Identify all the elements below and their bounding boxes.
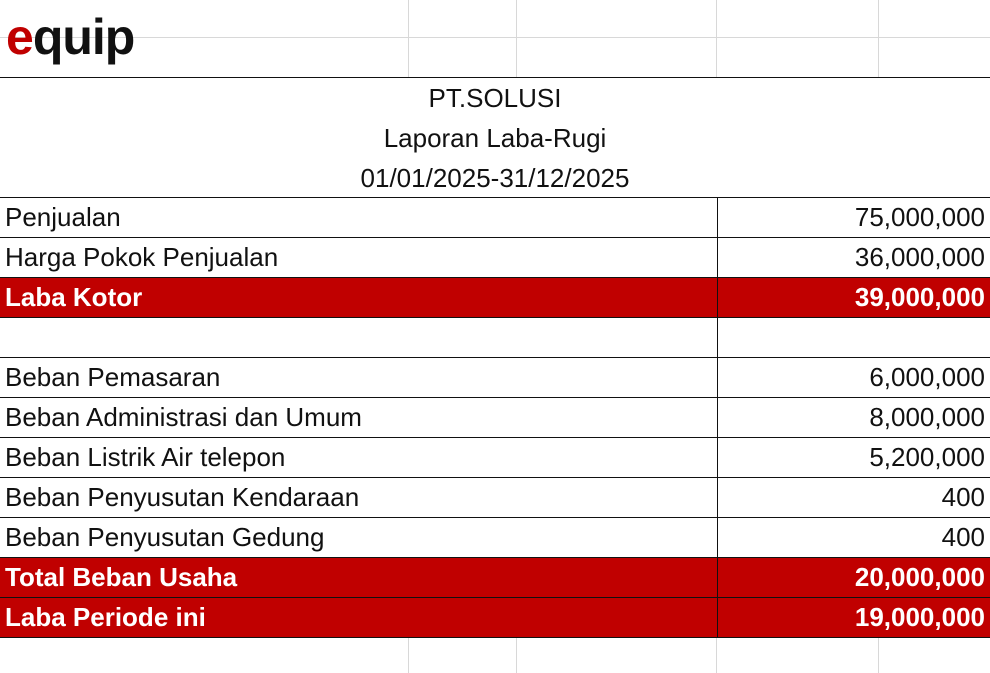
row-value: 19,000,000 (718, 598, 990, 638)
row-value: 400 (718, 478, 990, 518)
empty-row (0, 318, 990, 358)
row-label: Beban Penyusutan Gedung (0, 518, 718, 558)
grid-line (516, 637, 517, 673)
row-value: 20,000,000 (718, 558, 990, 598)
logo-text: quip (32, 9, 135, 65)
report-period: 01/01/2025-31/12/2025 (0, 158, 990, 198)
row-value: 400 (718, 518, 990, 558)
row-label: Penjualan (0, 198, 718, 238)
grid-line (408, 0, 409, 78)
row-label (0, 318, 718, 358)
net-profit-row (0, 598, 990, 638)
income-statement-table (0, 197, 990, 638)
row-label: Beban Administrasi dan Umum (0, 398, 718, 438)
row-value: 75,000,000 (718, 198, 990, 238)
row-label: Laba Periode ini (0, 598, 718, 638)
row-label: Laba Kotor (0, 278, 718, 318)
logo-accent-letter: e (6, 9, 33, 65)
gross-profit-row (0, 278, 990, 318)
row-value: 5,200,000 (718, 438, 990, 478)
table-row (0, 198, 990, 238)
row-label: Beban Listrik Air telepon (0, 438, 718, 478)
total-expenses-row (0, 558, 990, 598)
row-label: Harga Pokok Penjualan (0, 238, 718, 278)
row-value: 6,000,000 (718, 358, 990, 398)
row-value: 36,000,000 (718, 238, 990, 278)
grid-line (716, 0, 717, 78)
table-row (0, 518, 990, 558)
grid-line (716, 637, 717, 673)
equip-logo (6, 4, 134, 70)
row-value (718, 318, 990, 358)
table-row (0, 438, 990, 478)
table-row (0, 238, 990, 278)
table-row (0, 358, 990, 398)
grid-line (878, 0, 879, 78)
grid-line (408, 637, 409, 673)
grid-line (878, 637, 879, 673)
row-value: 39,000,000 (718, 278, 990, 318)
grid-line (516, 0, 517, 78)
row-value: 8,000,000 (718, 398, 990, 438)
row-label: Beban Penyusutan Kendaraan (0, 478, 718, 518)
table-row (0, 478, 990, 518)
table-row (0, 398, 990, 438)
grid-line (0, 37, 990, 38)
row-label: Total Beban Usaha (0, 558, 718, 598)
report-title: Laporan Laba-Rugi (0, 118, 990, 159)
row-label: Beban Pemasaran (0, 358, 718, 398)
company-name: PT.SOLUSI (0, 78, 990, 119)
